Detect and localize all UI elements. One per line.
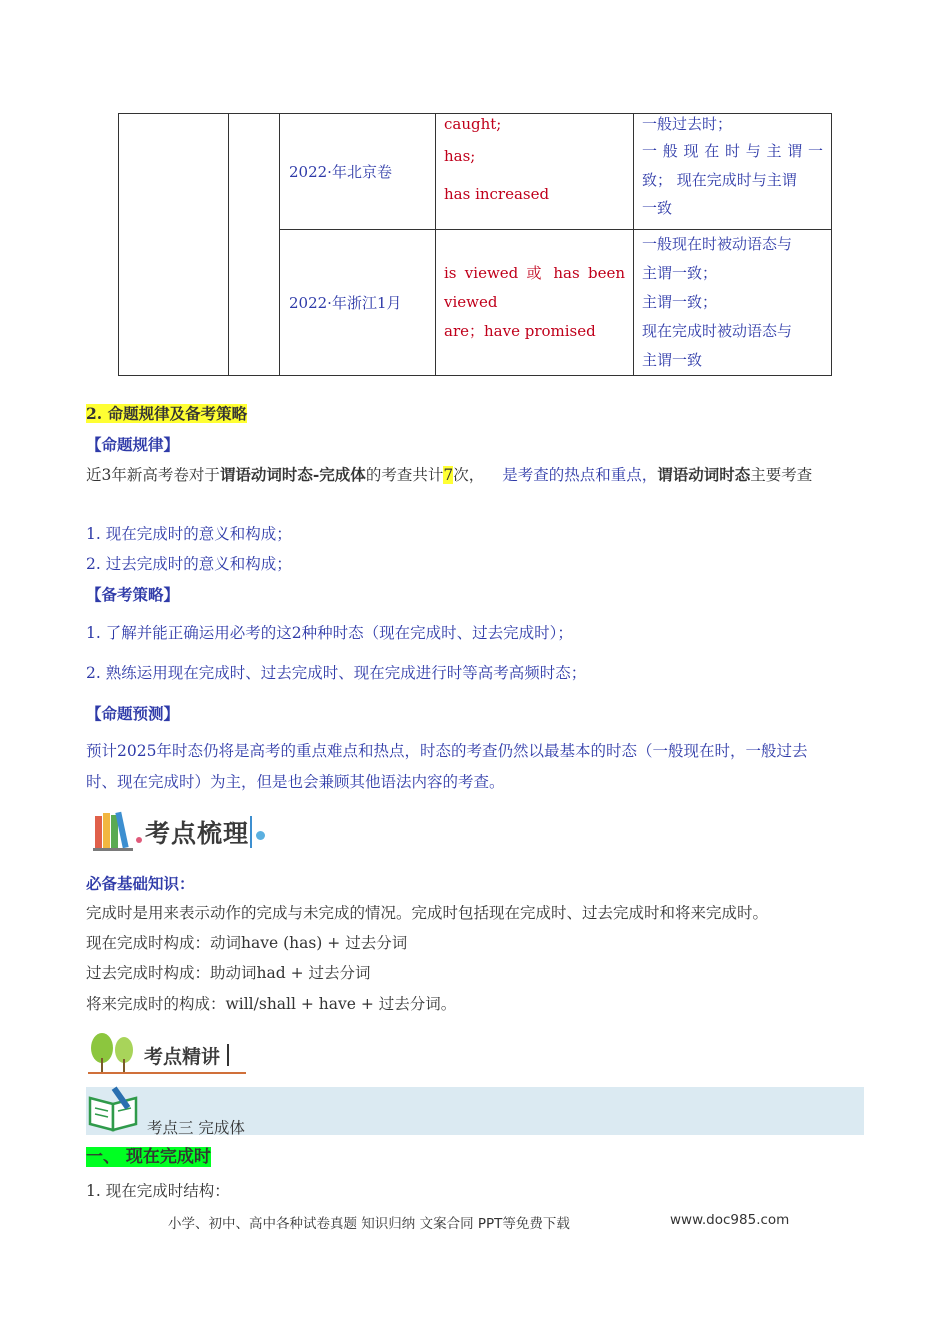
basics-line: 将来完成时的构成：will/shall + have + 过去分词。 xyxy=(86,995,457,1013)
basics-line: 完成时是用来表示动作的完成与未完成的情况。完成时包括现在完成时、过去完成时和将来完成时。 xyxy=(86,904,769,922)
forecast-label: 【命题预测】 xyxy=(86,704,180,723)
tense-note-cell: 一般过去时； 一般现在时与主谓一 致； 现在完成时与主谓 一致 xyxy=(634,114,832,230)
strategy-label: 【备考策略】 xyxy=(86,585,180,604)
strategy-item: 2. 熟练运用现在完成时、过去完成时、现在完成进行时等高考高频时态； xyxy=(86,664,587,682)
exam-table xyxy=(118,113,832,376)
footer-text: 小学、初中、高中各种试卷真题 知识归纳 文案合同 PPT等免费下载 xyxy=(168,1216,570,1232)
exam-paper-cell: 2022·年浙江1月 xyxy=(280,230,436,376)
trees-icon xyxy=(88,1030,138,1074)
topic-lecture-logo: 考点精讲 xyxy=(88,1030,248,1076)
forecast-line: 预计2025年时态仍将是高考的重点难点和热点，时态的考查仍然以最基本的时态（一般现在时，一般过去 xyxy=(86,742,808,760)
footer-link[interactable]: www.doc985.com xyxy=(670,1212,790,1228)
basics-line: 现在完成时构成：动词have (has) + 过去分词 xyxy=(86,934,408,952)
topic-review-logo: 考点梳理 xyxy=(93,810,273,854)
table-row xyxy=(119,114,832,230)
rule-label: 【命题规律】 xyxy=(86,435,180,454)
table-empty-cell xyxy=(229,114,280,376)
structure-line: 1. 现在完成时结构： xyxy=(86,1182,230,1200)
section-heading: 2. 命题规律及备考策略 xyxy=(86,404,248,423)
basics-line: 过去完成时构成：助动词had + 过去分词 xyxy=(86,964,371,982)
forecast-line: 时、现在完成时）为主，但是也会兼顾其他语法内容的考查。 xyxy=(86,773,505,791)
book-pencil-icon xyxy=(86,1084,144,1134)
answer-cell: is viewed 或 has been viewed are；have promised xyxy=(436,230,634,376)
tense-note-cell: 一般现在时被动语态与 主谓一致； 主谓一致； 现在完成时被动语态与 主谓一致 xyxy=(634,230,832,376)
banner-title: 考点三 完成体 xyxy=(147,1119,245,1137)
strategy-item: 1. 了解并能正确运用必考的这2种种时态（现在完成时、过去完成时）； xyxy=(86,624,573,642)
table-empty-cell xyxy=(119,114,229,376)
books-icon xyxy=(93,810,145,854)
rule-item: 1. 现在完成时的意义和构成； xyxy=(86,525,292,543)
rule-paragraph: 近3年新高考卷对于谓语动词时态-完成体的考查共计7次， 是考查的热点和重点，谓语动词时态主要考查 xyxy=(86,465,813,484)
answer-cell: caught; has; has increased xyxy=(436,114,634,230)
sub-heading: 一、 现在完成时 xyxy=(86,1147,211,1167)
rule-item: 2. 过去完成时的意义和构成； xyxy=(86,555,292,573)
basics-title: 必备基础知识： xyxy=(86,874,195,893)
exam-paper-cell: 2022·年北京卷 xyxy=(280,114,436,230)
